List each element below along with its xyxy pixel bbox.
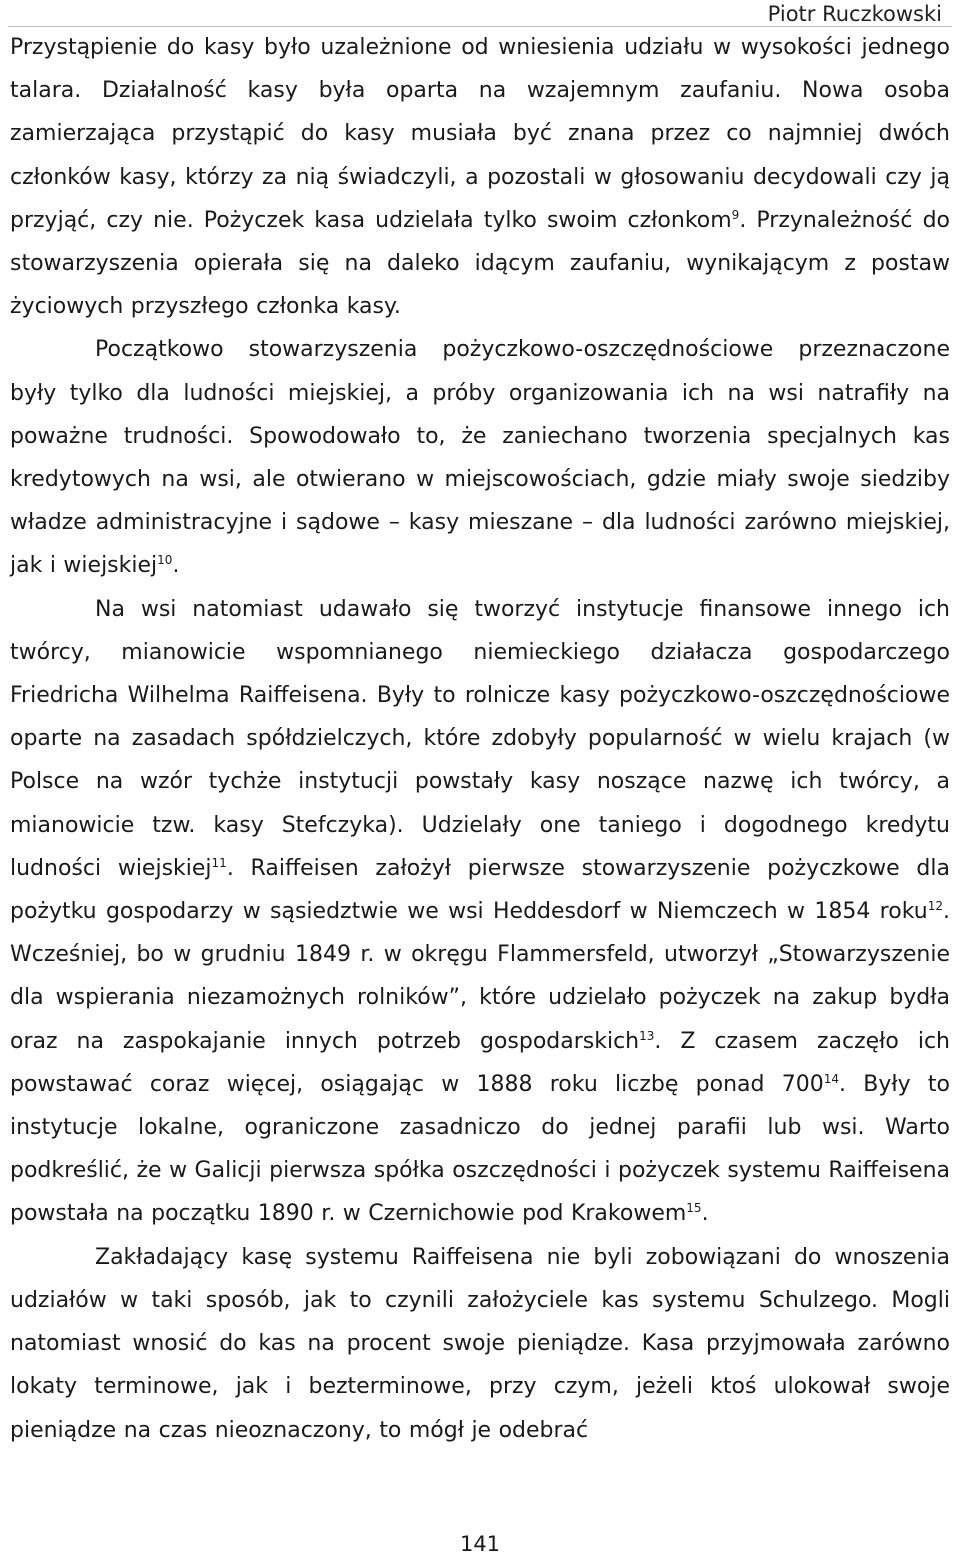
page-number: 141 xyxy=(459,1532,501,1556)
footnote-ref-11[interactable]: 11 xyxy=(211,855,227,870)
running-header-author: Piotr Ruczkowski xyxy=(767,2,942,26)
footnote-ref-9[interactable]: 9 xyxy=(731,207,740,222)
paragraph-3-text: . Raiffeisen założył pierwsze stowarzyszenie pożyczkowe dla pożytku gospodarzy w sąsiedztwie we wsi Heddesdorf w Niemczech w 1854 roku xyxy=(10,855,950,925)
paragraph-2-text: Początkowo stowarzyszenia pożyczkowo-oszczędnościowe przeznaczone były tylko dla ludności miejskiej, a próby organizowania ich na wsi natrafiły na poważne trudności. Spowodowało to, że zaniechano tworzenia specjalnych kas kredytowych na wsi, ale otwierano w miejscowościach, gdzie miały swoje siedziby władze administracyjne i sądowe – kasy mieszane – dla ludności zarówno miejskiej, jak i wiejskiej xyxy=(10,337,950,579)
footnote-ref-13[interactable]: 13 xyxy=(639,1028,655,1043)
paragraph-1-text: . Przynależność do stowarzyszenia opierała się na daleko idącym zaufaniu, wynikającym z postaw życiowych przyszłego członka kasy. xyxy=(10,207,950,320)
paragraph-4-text: Zakładający kasę systemu Raiffeisena nie byli zobowiązani do wnoszenia udziałów w taki sposób, jak to czynili założyciele kas systemu Schulzego. Mogli natomiast wnosić do kas na procent swoje pieniądze. Kasa przyjmowała zarówno lokaty terminowe, jak i bezterminowe, przy czym, jeżeli ktoś ulokował swoje pieniądze na czas nieoznaczony, to mógł je odebrać xyxy=(10,1244,950,1443)
paragraph-1-text: Przystąpienie do kasy było uzależnione od wniesienia udziału w wysokości jednego talara. Działalność kasy była oparta na wzajemnym zaufaniu. Nowa osoba zamierzająca przystąpić do kasy musiała być znana przez co najmniej dwóch członków kasy, którzy za nią świadczyli, a pozostali w głosowaniu decydowali czy ją przyjąć, czy nie. Pożyczek kasa udzielała tylko swoim członkom xyxy=(10,35,950,233)
footnote-ref-15[interactable]: 15 xyxy=(686,1201,702,1216)
paragraph-2-text: . xyxy=(172,553,180,579)
paragraph-4 xyxy=(10,1236,950,1452)
footnote-ref-10[interactable]: 10 xyxy=(157,553,173,568)
paragraph-3-text: Na wsi natomiast udawało się tworzyć instytucje finansowe innego ich twórcy, mianowicie wspomnianego niemieckiego działacza gospodarczego Friedricha Wilhelma Raiffeisena. Były to rolnicze kasy pożyczkowo-oszczędnościowe oparte na zasadach spółdzielczych, które zdobyły popularność w wielu krajach (w Polsce na wzór tychże instytucji powstały kasy noszące nazwę ich twórcy, a mianowicie tzw. kasy Stefczyka). Udzielały one taniego i dogodnego kredytu ludności wiejskiej xyxy=(10,596,950,881)
paragraph-1 xyxy=(10,26,950,328)
paragraph-2 xyxy=(10,328,950,587)
paragraph-3-text: . Wcześniej, bo w grudniu 1849 r. w okręgu Flammersfeld, utworzył „Stowarzyszenie dla wspierania niezamożnych rolników”, które udzielało pożyczek na zakup bydła oraz na zaspokajanie innych potrzeb gospodarskich xyxy=(10,899,950,1054)
body-text xyxy=(10,26,950,1452)
paragraph-3-text: . Były to instytucje lokalne, ograniczone zasadniczo do jednej parafii lub wsi. Warto podkreślić, że w Galicji pierwsza spółka oszczędności i pożyczek systemu Raiffeisena powstała na początku 1890 r. w Czernichowie pod Krakowem xyxy=(10,1071,951,1227)
paragraph-3-text: . Z czasem zaczęło ich powstawać coraz więcej, osiągając w 1888 roku liczbę ponad 700 xyxy=(10,1028,950,1097)
paragraph-3 xyxy=(10,588,950,1236)
footnote-ref-14[interactable]: 14 xyxy=(823,1071,840,1086)
footnote-ref-12[interactable]: 12 xyxy=(927,899,943,914)
paragraph-3-text: . xyxy=(701,1201,709,1227)
